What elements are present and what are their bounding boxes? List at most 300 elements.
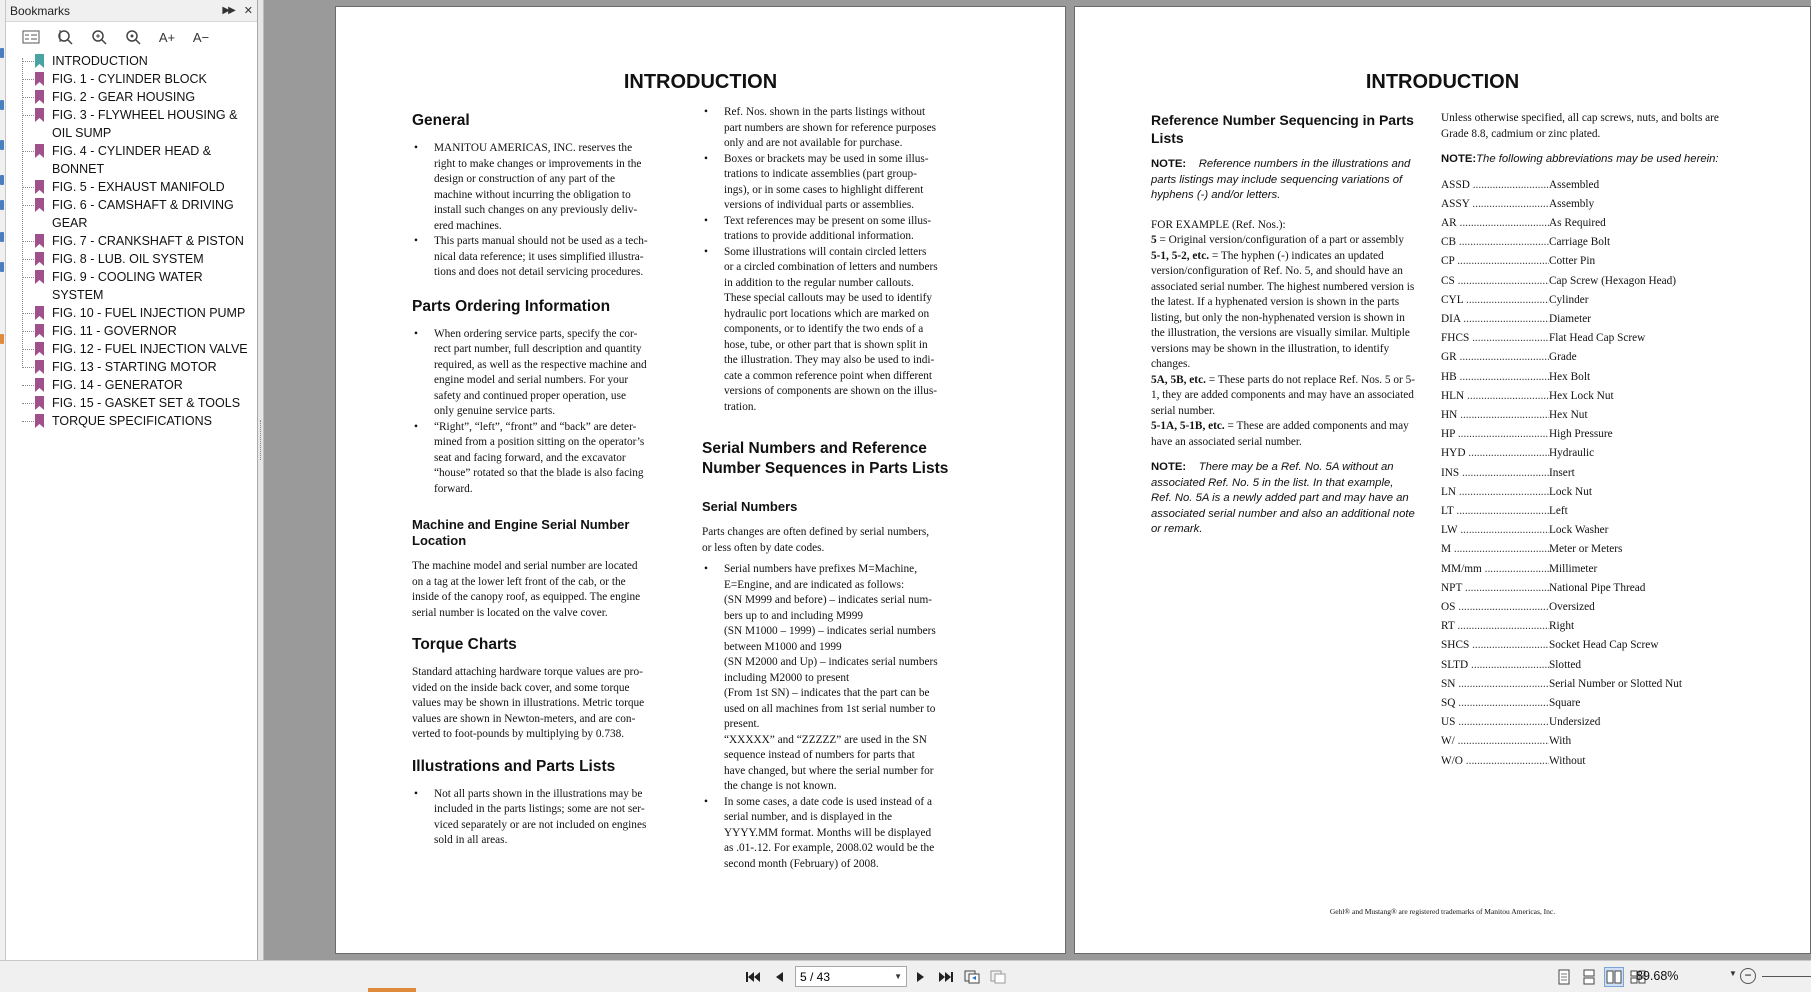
text-line: right to make changes or improvements in the <box>434 157 642 170</box>
single-page-icon <box>1558 969 1570 985</box>
zoom-slider[interactable] <box>1762 976 1811 977</box>
strip-marker[interactable] <box>0 334 4 344</box>
text-line: “house” rotated so that the blade is also facing <box>434 467 644 479</box>
abbreviation-row <box>1441 560 1741 579</box>
bookmark-flag-icon <box>35 108 44 122</box>
bookmark-flag-icon <box>35 54 44 68</box>
bookmark-add-icon <box>90 28 108 46</box>
text-line: viced separately or are not included on engines <box>434 818 647 831</box>
example-hyphen-letters <box>1151 419 1417 450</box>
bookmark-label: FIG. 8 - LUB. OIL SYSTEM <box>52 252 204 266</box>
single-page-view-button[interactable] <box>1554 967 1574 987</box>
abbreviation-meaning: Assembly <box>1549 197 1595 210</box>
bookmark-flag-icon <box>35 306 44 320</box>
abbreviation-key: W/ ..... <box>1441 732 1549 751</box>
note-abbreviations <box>1441 152 1741 168</box>
abbreviation-meaning: Hex Lock Nut <box>1549 389 1614 402</box>
abbreviation-meaning: Hydraulic <box>1549 447 1595 460</box>
section-heading-reference-sequencing: Reference Number Sequencing in Parts Lists <box>1151 112 1414 146</box>
splitter-grip[interactable] <box>260 420 262 460</box>
text-line: verted to foot-pounds by multiplying by 0.738. <box>412 728 625 740</box>
example-original <box>1151 233 1417 249</box>
text-line: part numbers are shown for reference purposes <box>724 121 937 134</box>
section-heading-torque-charts: Torque Charts <box>412 636 517 653</box>
text-line: Standard attaching hardware torque values are pro- <box>412 666 643 678</box>
close-panel-icon[interactable]: ✕ <box>243 5 253 17</box>
page-number-field[interactable] <box>795 966 907 987</box>
bookmark-item[interactable] <box>16 142 257 178</box>
abbreviation-key: HP ..... <box>1441 425 1549 444</box>
abbreviation-meaning: Left <box>1549 504 1568 517</box>
abbreviation-meaning: High Pressure <box>1549 428 1613 441</box>
abbreviation-key: CS ..... <box>1441 272 1549 291</box>
zoom-level[interactable]: 89.68% <box>1636 969 1679 983</box>
example-text: = These parts do not replace Ref. Nos. 5 or 5-1, they are added components and may have an associated serial number. <box>1151 373 1416 417</box>
bookmark-item[interactable] <box>16 394 257 412</box>
text-line: cate a common reference point when different <box>724 369 933 382</box>
facing-view-button[interactable] <box>1604 967 1624 987</box>
example-text: = These are added components and may have an associated serial number. <box>1151 420 1409 448</box>
next-view-button[interactable] <box>988 967 1008 987</box>
text-line: the illustration. They may also be used to indi- <box>724 354 935 366</box>
section-heading-serial-location: Machine and Engine Serial Number Location <box>412 517 630 548</box>
text-line: (SN M999 and before) – indicates serial num- <box>724 594 932 606</box>
text-line: hydraulic port locations which are marked on <box>724 307 930 320</box>
serial-numbers-text <box>702 525 974 556</box>
bookmark-item[interactable] <box>16 52 257 70</box>
general-list <box>412 141 680 281</box>
abbreviation-meaning: Hex Bolt <box>1549 370 1591 383</box>
bookmark-label: TORQUE SPECIFICATIONS <box>52 414 212 428</box>
abbreviation-key: DIA ..... <box>1441 310 1549 329</box>
strip-marker[interactable] <box>0 48 4 58</box>
first-page-icon <box>745 971 761 983</box>
abbreviation-key: AR ..... <box>1441 214 1549 233</box>
text-line: These special callouts may be used to identify <box>724 292 932 304</box>
text-line: sold in all areas. <box>434 834 508 846</box>
text-line: hose, tube, or other part that is shown split in <box>724 338 928 351</box>
strip-marker[interactable] <box>0 200 4 210</box>
bookmark-label: FIG. 11 - GOVERNOR <box>52 324 177 338</box>
abbreviation-key: CYL ..... <box>1441 291 1549 310</box>
bookmark-label: FIG. 9 - COOLING WATER SYSTEM <box>52 270 203 302</box>
text-line: the change is not known. <box>724 780 837 792</box>
bookmark-flag-icon <box>35 378 44 392</box>
abbreviation-key: US ..... <box>1441 713 1549 732</box>
text-line: on a tag at the lower left front of the cab, or the <box>412 575 626 588</box>
left-page-column-2 <box>702 105 974 882</box>
text-line: values are shown in Newton-meters, and are con- <box>412 712 636 725</box>
bookmark-flag-icon <box>35 180 44 194</box>
bullet-item <box>702 795 974 873</box>
bookmark-flag-icon <box>35 342 44 356</box>
text-line: as .01-.12. For example, 2008.02 would be the <box>724 842 935 854</box>
abbreviation-key: SN ..... <box>1441 675 1549 694</box>
abbreviation-key: CP ..... <box>1441 252 1549 271</box>
abbreviation-row <box>1441 636 1741 655</box>
abbreviation-row <box>1441 752 1741 771</box>
abbreviation-key: SHCS ..... <box>1441 636 1549 655</box>
abbreviation-key: LN ..... <box>1441 483 1549 502</box>
page-left <box>335 6 1066 954</box>
page-title: INTRODUCTION <box>1365 71 1520 93</box>
note-label: NOTE: <box>1441 153 1477 165</box>
abbreviation-meaning: Cap Screw (Hexagon Head) <box>1549 274 1677 287</box>
bookmark-flag-icon <box>35 360 44 374</box>
document-view[interactable] <box>265 0 1811 960</box>
bookmark-flag-icon <box>35 396 44 410</box>
strip-marker[interactable] <box>0 262 4 272</box>
text-line: vided on the inside back cover, and some torque <box>412 681 630 694</box>
bookmark-options-button[interactable] <box>18 26 44 48</box>
bookmark-item[interactable] <box>16 412 257 430</box>
bullet-item <box>412 787 680 849</box>
abbreviation-key: OS ..... <box>1441 598 1549 617</box>
bookmark-item[interactable] <box>16 88 257 106</box>
bullet-item <box>702 214 974 245</box>
abbreviation-list <box>1441 176 1741 771</box>
previous-page-button[interactable] <box>769 967 789 987</box>
text-line: • “Right”, “left”, “front” and “back” are deter- <box>434 420 637 433</box>
bullet-item <box>702 245 974 416</box>
text-line: rect part number, full description and quantity <box>434 343 642 355</box>
section-heading-serial-sequences: Serial Numbers and Reference Number Sequences in Parts Lists <box>702 440 949 477</box>
strip-marker[interactable] <box>0 100 4 110</box>
abbreviation-key: SQ ..... <box>1441 694 1549 713</box>
text-line: (SN M1000 – 1999) – indicates serial numbers <box>724 625 936 637</box>
abbreviation-row <box>1441 502 1741 521</box>
note-reference-numbers <box>1151 157 1417 204</box>
text-line: • Serial numbers have prefixes M=Machine, <box>724 563 918 575</box>
abbreviation-row <box>1441 656 1741 675</box>
bullet-item <box>702 105 974 152</box>
abbreviation-key: LT ..... <box>1441 502 1549 521</box>
last-page-icon <box>938 971 954 983</box>
strip-marker[interactable] <box>0 232 4 242</box>
abbreviation-meaning: With <box>1549 735 1572 748</box>
bookmark-item[interactable] <box>16 106 257 142</box>
text-line: • Not all parts shown in the illustrations may be <box>434 787 643 800</box>
abbreviation-row <box>1441 291 1741 310</box>
bookmark-item[interactable] <box>16 358 257 376</box>
abbreviation-meaning: Grade <box>1549 351 1577 364</box>
abbreviation-key: GR ..... <box>1441 348 1549 367</box>
text-line: engine model and serial numbers. For your <box>434 374 629 386</box>
bookmark-flag-icon <box>35 144 44 158</box>
torque-charts-text <box>412 665 680 743</box>
abbreviation-meaning: Assembled <box>1549 178 1600 191</box>
text-line: (From 1st SN) – indicates that the part can be <box>724 687 930 699</box>
bookmark-item[interactable] <box>16 232 257 250</box>
strip-marker[interactable] <box>0 175 4 185</box>
page-number-value: 5 / 43 <box>800 969 831 984</box>
bookmark-label: FIG. 14 - GENERATOR <box>52 378 183 392</box>
text-line: serial number is located on the valve cover. <box>412 606 608 619</box>
text-line: • In some cases, a date code is used instead of a <box>724 795 932 808</box>
text-line: or a circled combination of letters and numbers <box>724 261 938 273</box>
text-line: versions of individual parts or assemblies. <box>724 199 915 211</box>
example-hyphen <box>1151 249 1417 373</box>
abbreviation-meaning: Serial Number or Slotted Nut <box>1549 677 1683 690</box>
bullet-item <box>412 420 680 498</box>
serial-location-text <box>412 559 680 621</box>
abbreviation-row <box>1441 713 1741 732</box>
right-page-column-2 <box>1441 107 1741 771</box>
abbreviation-row <box>1441 233 1741 252</box>
bookmark-label: FIG. 15 - GASKET SET & TOOLS <box>52 396 241 410</box>
example-letters <box>1151 373 1417 420</box>
text-line: Parts changes are often defined by serial numbers, <box>702 526 930 538</box>
page-right <box>1074 6 1811 954</box>
bookmark-item[interactable] <box>16 376 257 394</box>
abbreviation-key: HN ..... <box>1441 406 1549 425</box>
bullet-item <box>702 152 974 214</box>
text-line: safety and continued proper operation, use <box>434 389 626 402</box>
strip-marker[interactable] <box>0 140 4 150</box>
next-page-icon <box>916 971 926 983</box>
trademark-footer: Gehl® and Mustang® are registered trademarks of Manitou Americas, Inc. <box>1329 907 1556 916</box>
text-line: between M1000 and 1999 <box>724 640 842 653</box>
abbreviation-key: RT ..... <box>1441 617 1549 636</box>
note-text: Reference numbers in the illustrations and parts listings may include sequencing variations of hyphens (-) and/or letters. <box>1151 158 1411 201</box>
bookmark-item[interactable] <box>16 304 257 322</box>
bookmarks-toolbar <box>6 22 257 52</box>
text-line: • Ref. Nos. shown in the parts listings without <box>724 106 926 118</box>
bookmark-flag-icon <box>35 234 44 248</box>
chevron-down-icon[interactable]: ▼ <box>1729 969 1737 978</box>
first-page-button[interactable] <box>743 967 763 987</box>
abbreviation-key: ASSY ..... <box>1441 195 1549 214</box>
text-line: only and are not available for purchase. <box>724 137 903 149</box>
abbreviation-meaning: Lock Washer <box>1549 524 1609 537</box>
left-page-column-1 <box>412 107 680 859</box>
text-line: tration. <box>724 400 757 413</box>
bookmark-find-icon <box>124 28 142 46</box>
continuous-view-button[interactable] <box>1579 967 1599 987</box>
abbreviation-key: HYD ..... <box>1441 444 1549 463</box>
abbreviation-key: LW ..... <box>1441 521 1549 540</box>
text-line: mined from a position sitting on the operator’s <box>434 436 645 448</box>
add-bookmark-button[interactable] <box>86 26 112 48</box>
abbreviation-row <box>1441 521 1741 540</box>
abbreviation-meaning: Carriage Bolt <box>1549 236 1611 249</box>
abbreviation-row <box>1441 694 1741 713</box>
horizontal-scroll-thumb[interactable] <box>368 988 416 992</box>
illustrations-list-continued <box>702 105 974 415</box>
bookmark-item[interactable] <box>16 250 257 268</box>
abbreviation-row <box>1441 195 1741 214</box>
example-key: 5-1, 5-2, etc. <box>1151 249 1210 262</box>
bookmark-flag-icon <box>35 252 44 266</box>
previous-view-icon <box>964 970 980 984</box>
text-line: only genuine service parts. <box>434 405 556 417</box>
text-line: or less often by date codes. <box>702 541 825 554</box>
bookmark-flag-icon <box>35 414 44 428</box>
abbreviation-row <box>1441 675 1741 694</box>
collapse-panel-icon[interactable]: ▶▶ <box>222 5 234 16</box>
bookmark-flag-icon <box>35 72 44 86</box>
bookmark-tree <box>6 52 257 430</box>
abbreviation-key: SLTD ..... <box>1441 656 1549 675</box>
text-line: • MANITOU AMERICAS, INC. reserves the <box>434 142 633 154</box>
bookmarks-panel <box>6 0 258 960</box>
bookmark-label: FIG. 13 - STARTING MOTOR <box>52 360 217 374</box>
abbreviation-row <box>1441 348 1741 367</box>
section-heading-general: General <box>412 112 470 129</box>
next-page-button[interactable] <box>911 967 931 987</box>
bullet-item <box>412 327 680 420</box>
text-line: bers up to and including M999 <box>724 609 863 622</box>
page-title: INTRODUCTION <box>623 71 778 93</box>
previous-page-icon <box>774 971 784 983</box>
text-line: included in the parts listings; some are not ser- <box>434 803 645 815</box>
bullet-item <box>702 562 974 795</box>
text-line: (SN M2000 and Up) – indicates serial numbers <box>724 656 938 668</box>
abbreviation-meaning: Hex Nut <box>1549 408 1588 421</box>
previous-view-button[interactable] <box>962 967 982 987</box>
bookmark-label: FIG. 1 - CYLINDER BLOCK <box>52 72 207 86</box>
bookmark-label: FIG. 7 - CRANKSHAFT & PISTON <box>52 234 244 248</box>
abbreviation-row <box>1441 406 1741 425</box>
bookmarks-title: Bookmarks <box>10 3 71 18</box>
illustrations-list <box>412 787 680 849</box>
text-line: machine without incurring the obligation to <box>434 188 631 201</box>
text-line: nical data reference; it uses simplified illustra- <box>434 250 644 263</box>
text-line: components, or to identify the two ends of a <box>724 323 924 335</box>
continuous-page-icon <box>1583 969 1595 985</box>
section-heading-serial-numbers: Serial Numbers <box>702 499 798 514</box>
text-line: tions and does not detail servicing procedures. <box>434 266 644 278</box>
text-line: ered machines. <box>434 219 502 232</box>
abbreviation-row <box>1441 425 1741 444</box>
abbreviation-meaning: Insert <box>1549 466 1575 479</box>
bookmark-flag-icon <box>35 324 44 338</box>
facing-pages-icon <box>1606 970 1622 984</box>
abbreviation-row <box>1441 329 1741 348</box>
expand-bookmark-button[interactable] <box>52 26 78 48</box>
bookmark-item[interactable] <box>16 340 257 358</box>
abbreviation-meaning: Oversized <box>1549 600 1595 613</box>
abbreviation-meaning: As Required <box>1549 216 1606 229</box>
abbreviation-row <box>1441 579 1741 598</box>
ordering-list <box>412 327 680 498</box>
note-label: NOTE: <box>1151 158 1187 170</box>
abbreviation-row <box>1441 444 1741 463</box>
abbreviation-meaning: Diameter <box>1549 312 1592 325</box>
abbreviation-meaning: National Pipe Thread <box>1549 581 1646 594</box>
text-line: seat and facing forward, and the excavator <box>434 451 626 464</box>
text-line: present. <box>724 718 760 730</box>
text-line: including M2000 to present <box>724 671 850 684</box>
abbreviation-meaning: Cotter Pin <box>1549 255 1596 268</box>
bookmark-item[interactable] <box>16 196 257 232</box>
text-line: • Text references may be present on some illus- <box>724 214 932 227</box>
abbreviation-row <box>1441 387 1741 406</box>
abbreviation-meaning: Flat Head Cap Screw <box>1549 332 1646 345</box>
bookmark-flag-icon <box>35 270 44 284</box>
example-key: 5 <box>1151 234 1157 246</box>
note-text: There may be a Ref. No. 5A without an associated Ref. No. 5 in the list. In that example, Ref. No. 5A is a newly added part and may have an associated serial number and also an additional note or remark. <box>1151 461 1415 535</box>
increase-font-button[interactable]: A+ <box>158 29 176 45</box>
note-label: NOTE: <box>1151 461 1187 473</box>
abbreviation-row <box>1441 214 1741 233</box>
bookmark-label: FIG. 5 - EXHAUST MANIFOLD <box>52 180 225 194</box>
bookmark-item[interactable] <box>16 322 257 340</box>
bookmark-label: FIG. 6 - CAMSHAFT & DRIVING GEAR <box>52 198 234 230</box>
text-line: sequence instead of numbers for parts that <box>724 749 915 761</box>
abbreviation-meaning: Meter or Meters <box>1549 543 1623 556</box>
decrease-font-button[interactable]: A− <box>192 29 210 45</box>
text-line: ings), or in some cases to highlight different <box>724 183 924 196</box>
abbreviation-meaning: Without <box>1549 754 1586 767</box>
text-line: trations to provide additional information. <box>724 230 914 242</box>
text-line: have changed, but where the serial number for <box>724 764 934 777</box>
example-intro: FOR EXAMPLE (Ref. Nos.): <box>1151 218 1286 231</box>
example-text: = The hyphen (-) indicates an updated version/configuration of Ref. No. 5, and should have an associated serial number. The highest numbered version is the latest. If a hyphenated version is shown in the parts listing, but only the non-hyphenated version is shown in the illustration, the versions are visually similar. Multiple versions may be shown in the illustration, to identify changes. <box>1151 249 1415 370</box>
last-page-button[interactable] <box>936 967 956 987</box>
abbreviation-row <box>1441 272 1741 291</box>
abbreviation-key: INS ..... <box>1441 464 1549 483</box>
options-list-icon <box>22 28 40 46</box>
abbreviation-key: MM/mm ..... <box>1441 560 1549 579</box>
bookmark-item[interactable] <box>16 178 257 196</box>
abbreviation-meaning: Right <box>1549 620 1575 633</box>
abbreviation-key: M ..... <box>1441 540 1549 559</box>
bookmark-label: FIG. 2 - GEAR HOUSING <box>52 90 196 104</box>
bookmark-search-icon <box>56 28 74 46</box>
bookmark-item[interactable] <box>16 70 257 88</box>
abbreviation-row <box>1441 732 1741 751</box>
text-line: YYYY.MM format. Months will be displayed <box>724 826 932 839</box>
abbreviation-key: CB ..... <box>1441 233 1549 252</box>
abbreviation-key: HLN ..... <box>1441 387 1549 406</box>
example-key: 5-1A, 5-1B, etc. <box>1151 420 1225 432</box>
text-line: trations to indicate assemblies (part group- <box>724 168 917 180</box>
chevron-down-icon[interactable]: ▼ <box>894 972 902 981</box>
abbreviation-row <box>1441 176 1741 195</box>
text-line: values may be shown in illustrations. Metric torque <box>412 697 645 709</box>
bullet-item <box>412 234 680 281</box>
find-bookmark-button[interactable] <box>120 26 146 48</box>
next-view-icon <box>990 970 1006 984</box>
bookmark-label: FIG. 4 - CYLINDER HEAD & BONNET <box>52 144 212 176</box>
section-heading-illustrations: Illustrations and Parts Lists <box>412 757 616 775</box>
example-key: 5A, 5B, etc. <box>1151 373 1206 386</box>
abbreviation-meaning: Socket Head Cap Screw <box>1549 639 1659 652</box>
text-line: E=Engine, and are indicated as follows: <box>724 578 905 591</box>
abbreviation-meaning: Cylinder <box>1549 293 1589 306</box>
text-line: required, as well as the respective machine and <box>434 358 647 371</box>
zoom-out-button[interactable]: − <box>1740 968 1756 984</box>
right-page-column-1 <box>1151 107 1417 544</box>
text-line: forward. <box>434 482 473 495</box>
bookmark-label: FIG. 3 - FLYWHEEL HOUSING & OIL SUMP <box>52 108 238 140</box>
bookmark-flag-icon <box>35 90 44 104</box>
bottom-toolbar <box>0 960 1811 992</box>
grade-statement: Unless otherwise specified, all cap screws, nuts, and bolts are Grade 8.8, cadmium or zinc plated. <box>1441 112 1719 140</box>
abbreviation-row <box>1441 598 1741 617</box>
panel-splitter[interactable] <box>258 0 264 960</box>
bookmark-label: INTRODUCTION <box>52 54 148 68</box>
abbreviation-row <box>1441 617 1741 636</box>
text-line: install such changes on any previously deliv- <box>434 204 638 216</box>
abbreviation-meaning: Undersized <box>1549 716 1601 729</box>
abbreviation-meaning: Square <box>1549 696 1581 709</box>
bookmark-item[interactable] <box>16 268 257 304</box>
text-line: The machine model and serial number are located <box>412 560 638 572</box>
text-line: second month (February) of 2008. <box>724 857 879 870</box>
text-line: used on all machines from 1st serial number to <box>724 702 936 715</box>
